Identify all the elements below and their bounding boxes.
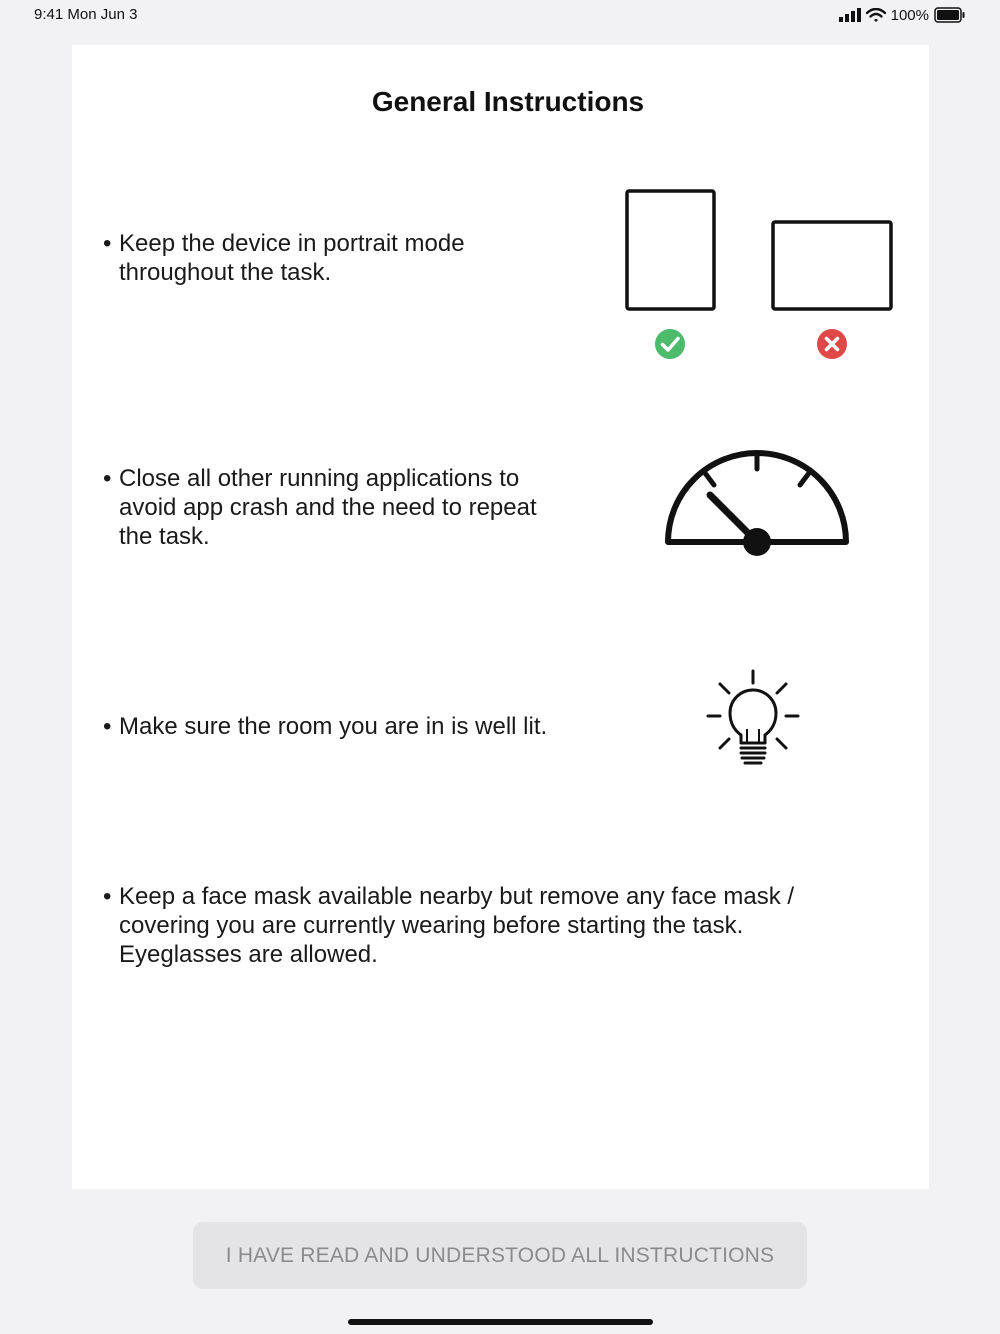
instruction-line: avoid app crash and the need to repeat xyxy=(119,494,537,521)
lightbulb-icon xyxy=(703,667,803,772)
instruction-line: Make sure the room you are in is well lit. xyxy=(119,713,548,740)
status-bar xyxy=(0,0,1000,30)
check-icon xyxy=(655,329,685,359)
bullet: • xyxy=(103,465,112,492)
cross-icon xyxy=(817,329,847,359)
instruction-line: Eyeglasses are allowed. xyxy=(119,941,378,968)
instruction-item-lighting xyxy=(103,712,547,741)
status-date-value: Mon Jun 3 xyxy=(67,6,138,23)
bullet: • xyxy=(103,883,112,910)
instruction-line: the task. xyxy=(119,523,210,550)
page-title: General Instructions xyxy=(371,86,645,117)
battery-icon xyxy=(934,7,966,23)
bullet: • xyxy=(103,230,112,257)
status-time-value: 9:41 xyxy=(34,6,64,23)
landscape-device-icon xyxy=(773,222,891,309)
instruction-line: Close all other running applications to xyxy=(119,465,520,492)
instruction-item-face-mask xyxy=(103,882,794,969)
confirm-read-instructions-button[interactable]: I HAVE READ AND UNDERSTOOD ALL INSTRUCTIONS xyxy=(193,1222,807,1289)
speedometer-icon xyxy=(660,445,855,565)
home-indicator[interactable] xyxy=(348,1319,653,1325)
instruction-line: covering you are currently wearing before starting the task. xyxy=(119,912,744,939)
instruction-item-portrait xyxy=(103,229,465,287)
instruction-line: Keep a face mask available nearby but remove any face mask / xyxy=(119,883,795,910)
status-indicators xyxy=(839,5,966,25)
portrait-vs-landscape-icon xyxy=(618,185,903,365)
instruction-line: throughout the task. xyxy=(119,259,332,286)
instruction-line: Keep the device in portrait mode xyxy=(119,230,465,257)
status-time xyxy=(34,6,137,23)
instruction-item-close-apps xyxy=(103,464,537,551)
wifi-icon xyxy=(866,8,886,23)
portrait-device-icon xyxy=(627,191,714,309)
battery-percent: 100% xyxy=(890,6,929,24)
bullet: • xyxy=(103,713,112,740)
signal-icon xyxy=(839,8,861,22)
